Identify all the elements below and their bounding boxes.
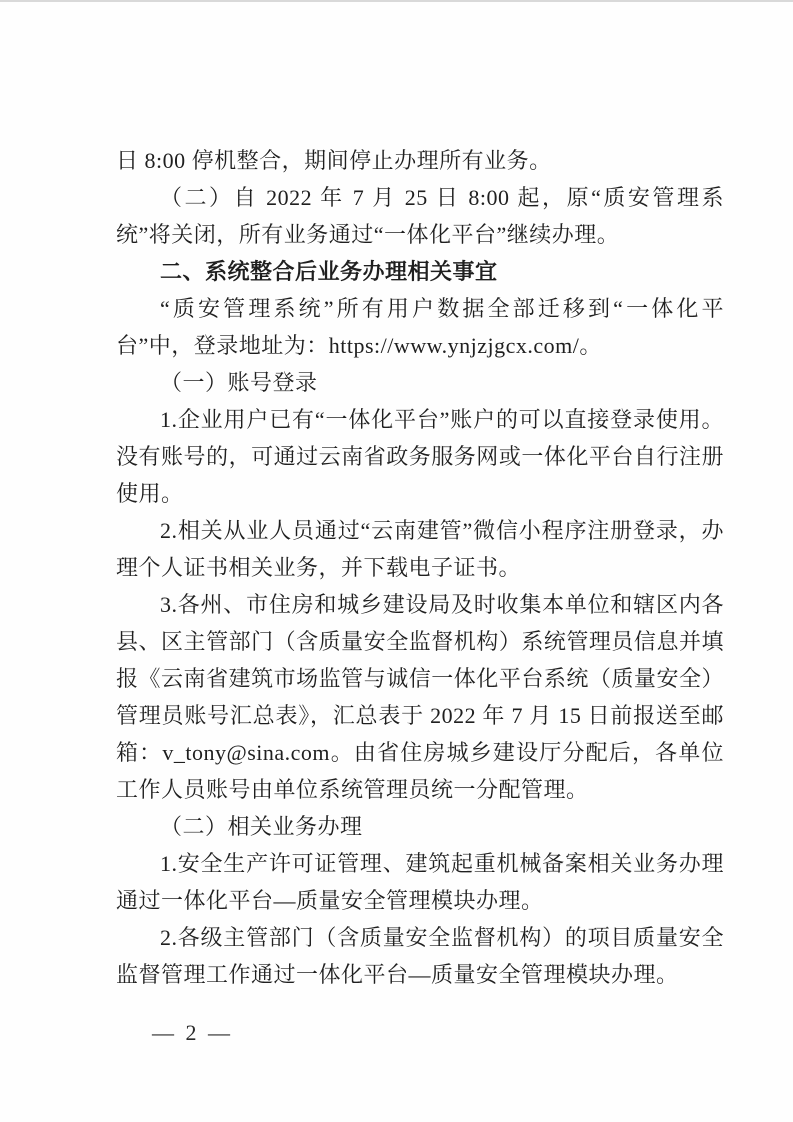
account-login-item-3 [116,586,724,808]
contact-email: v_tony@sina.com [162,740,331,765]
section-heading-2: 二、系统整合后业务办理相关事宜 [160,259,498,284]
subsection-heading-account-login: （一）账号登录 [160,370,318,395]
continuation-paragraph: 日 8:00 停机整合，期间停止办理所有业务。 [116,148,552,173]
paragraph-login-address [116,290,724,364]
subsection-heading-related-business: （二）相关业务办理 [160,814,363,839]
account-login-item-2: 2.相关从业人员通过“云南建管”微信小程序注册登录，办理个人证书相关业务，并下载电子证书。 [116,518,724,580]
login-url: https://www.ynjzjgcx.com/ [328,333,580,358]
page-number: — 2 — [152,1020,233,1045]
related-business-item-2: 2.各级主管部门（含质量安全监督机构）的项目质量安全监督管理工作通过一体化平台—质量安全管理模块办理。 [116,925,724,987]
account-login-item-1: 1.企业用户已有“一体化平台”账户的可以直接登录使用。没有账号的，可通过云南省政务服务网或一体化平台自行注册使用。 [116,407,724,506]
admin-report-text-after: 。由省住房城乡建设厅分配后，各单位工作人员账号由单位系统管理员统一分配管理。 [116,740,724,802]
related-business-item-1: 1.安全生产许可证管理、建筑起重机械备案相关业务办理通过一体化平台—质量安全管理模块办理。 [116,851,724,913]
login-address-text: “质安管理系统”所有用户数据全部迁移到“一体化平台”中，登录地址为： [116,296,724,358]
login-address-period: 。 [579,333,602,358]
numbered-item-2-shutdown: （二）自 2022 年 7 月 25 日 8:00 起，原“质安管理系统”将关闭，所有业务通过“一体化平台”继续办理。 [116,185,724,247]
admin-report-text: 3.各州、市住房和城乡建设局及时收集本单位和辖区内各县、区主管部门（含质量安全监督机构）系统管理员信息并填报《云南省建筑市场监管与诚信一体化平台系统（质量安全）管理员账号汇总表》，汇总表于 2022 年 7 月 15 日前报送至邮箱： [116,592,724,765]
scan-edge-artifact [0,0,793,2]
document-body [116,142,724,993]
